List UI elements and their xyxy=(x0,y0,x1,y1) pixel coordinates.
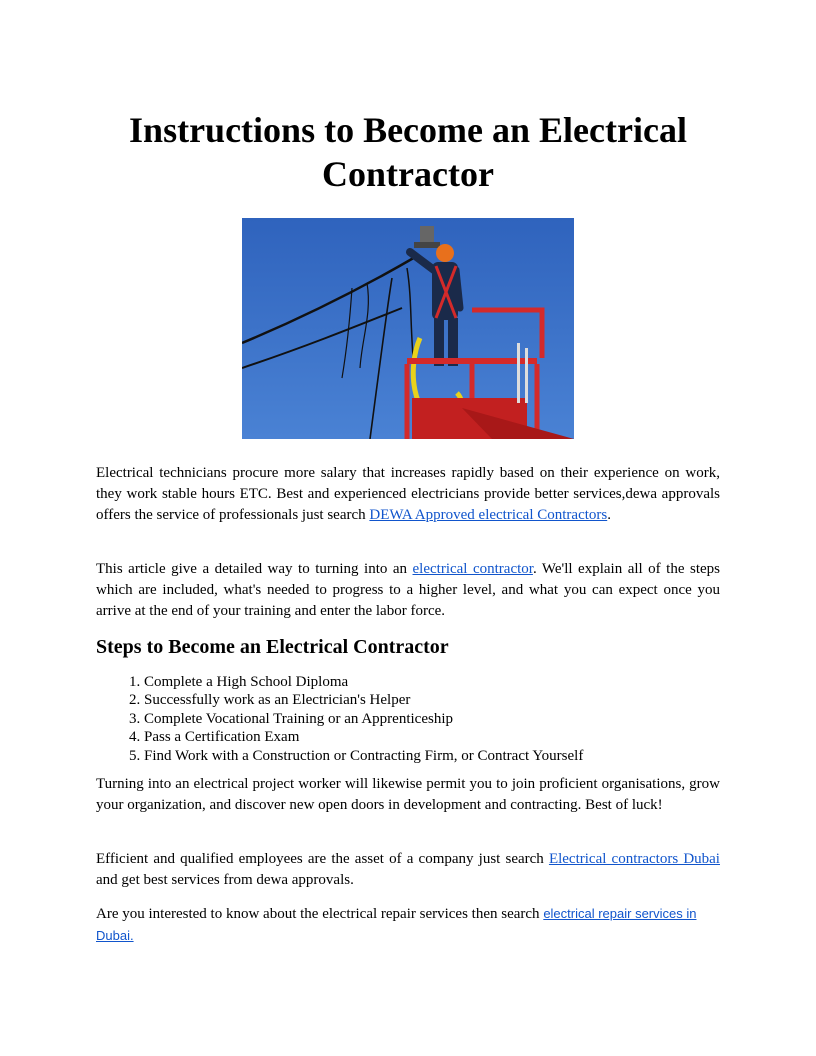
list-item: 1. Complete a High School Diploma xyxy=(144,673,583,691)
steps-list xyxy=(96,673,583,765)
paragraph-salary-text: Electrical technicians procure more salary that increases rapidly based on their experience on work, they work stable hours ETC. Best and experienced electricians provide better services,dewa approvals offers the service of professionals just search xyxy=(96,465,720,523)
list-item: 3. Complete Vocational Training or an Apprenticeship xyxy=(144,710,583,728)
dewa-approved-contractors-link[interactable]: DEWA Approved electrical Contractors xyxy=(369,507,608,523)
paragraph-salary-end: . xyxy=(607,507,611,523)
paragraph-article-intro xyxy=(96,559,720,622)
paragraph-benefits: Turning into an electrical project worker will likewise permit you to join proficient organisations, grow your organization, and discover new open doors in development and contracting. Best of luck! xyxy=(96,776,720,813)
paragraph-employees xyxy=(96,849,720,891)
steps-heading: Steps to Become an Electrical Contractor xyxy=(96,636,449,658)
paragraph-repair-services xyxy=(96,903,720,947)
electrical-contractors-dubai-link[interactable]: Electrical contractors Dubai xyxy=(548,851,720,867)
paragraph-article-intro-after: . We'll explain all of the steps which are included, what's needed to progress to a higher level, and what you can expect once you arrive at the end of your training and enter the labor force. xyxy=(96,561,720,619)
list-item: 4. Pass a Certification Exam xyxy=(144,728,583,746)
electrical-contractor-link[interactable]: electrical contractor xyxy=(412,561,533,577)
page-title: Instructions to Become an Electrical Contractor xyxy=(129,110,687,194)
paragraph-salary xyxy=(96,463,720,526)
electrician-illustration xyxy=(242,218,574,439)
paragraph-article-intro-before: This article give a detailed way to turning into an xyxy=(96,561,413,577)
paragraph-employees-before: Efficient and qualified employees are the asset of a company just search xyxy=(96,851,549,867)
list-item: 2. Successfully work as an Electrician's Helper xyxy=(144,691,583,709)
list-item: 5. Find Work with a Construction or Contracting Firm, or Contract Yourself xyxy=(144,747,583,765)
electrician-photo xyxy=(242,218,574,439)
paragraph-employees-after: and get best services from dewa approvals. xyxy=(96,872,354,888)
paragraph-repair-before: Are you interested to know about the electrical repair services then search xyxy=(96,906,544,922)
electrical-repair-services-link[interactable]: electrical repair services in Dubai. xyxy=(96,906,697,943)
